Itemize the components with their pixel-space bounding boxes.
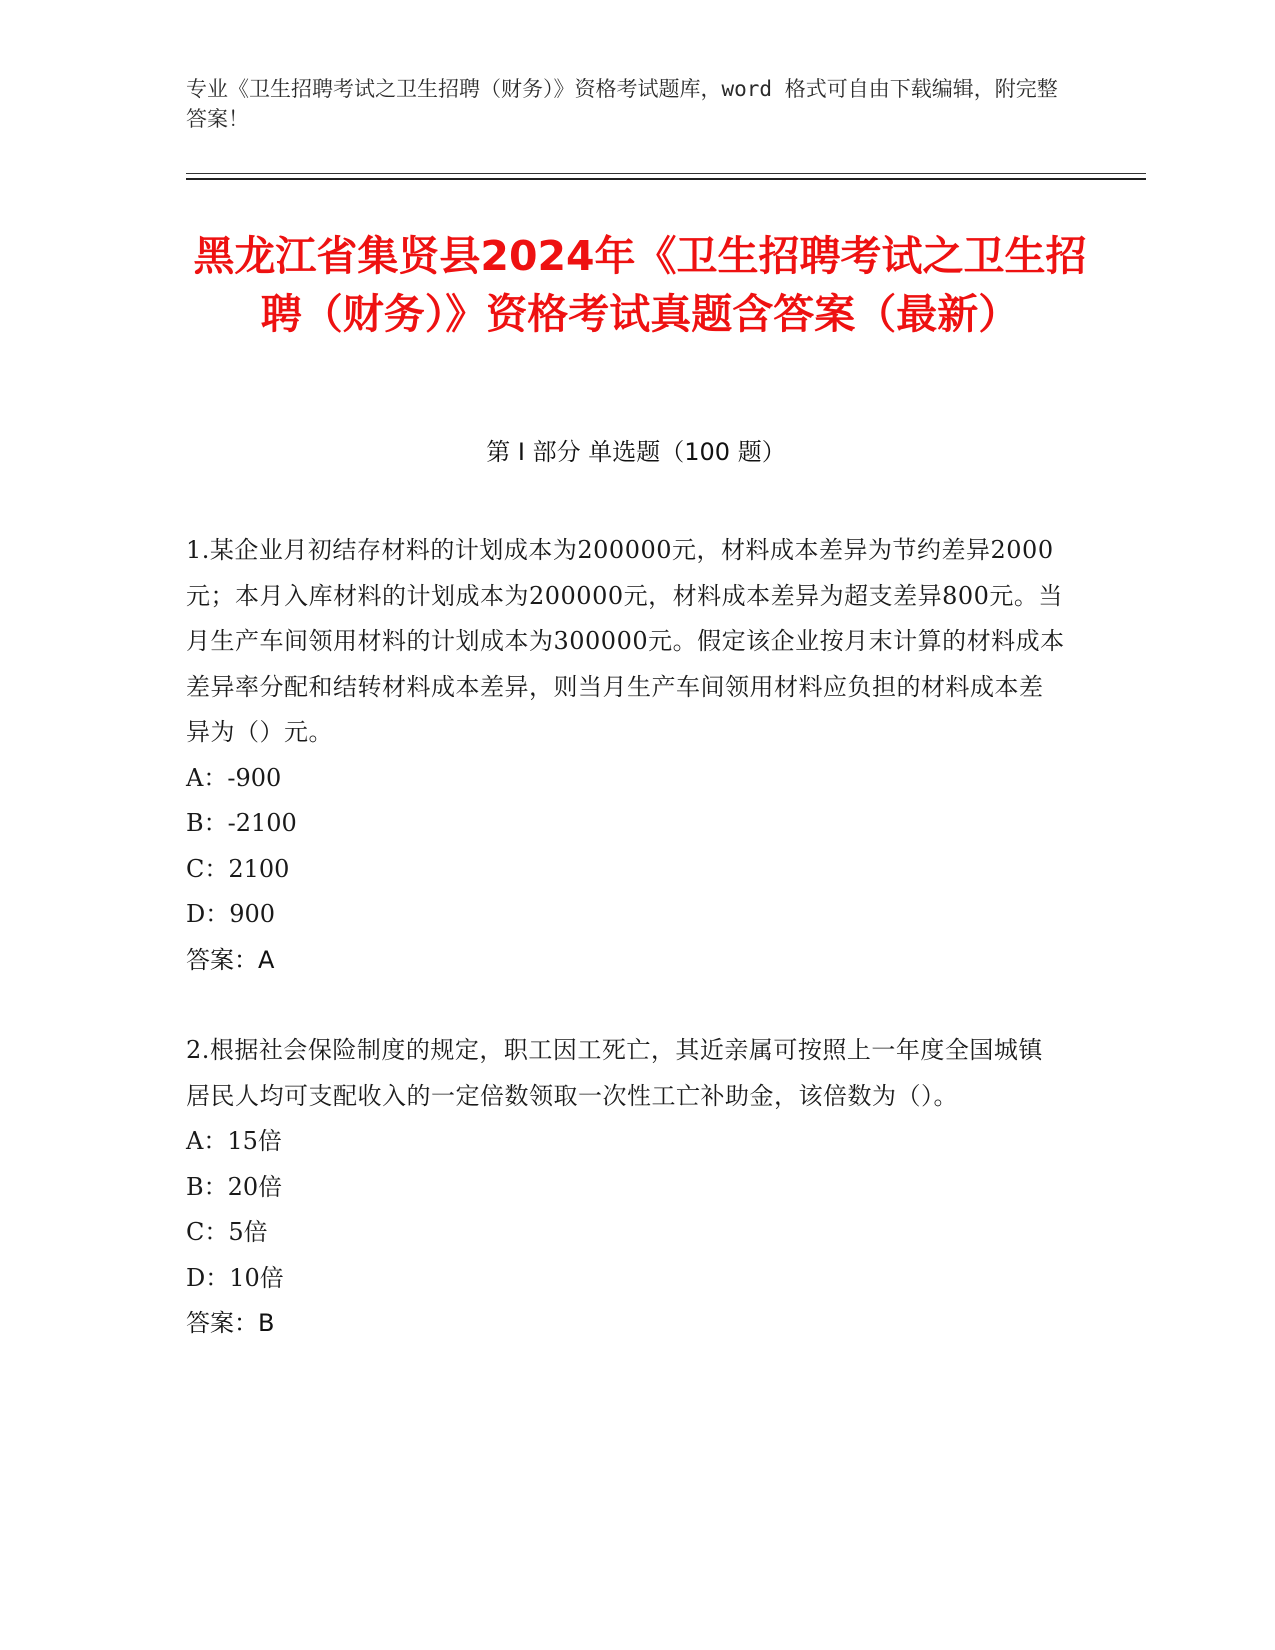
question-2	[186, 1028, 1066, 1346]
option-b: B：-2100	[186, 809, 297, 837]
document-title: 黑龙江省集贤县2024年《卫生招聘考试之卫生招聘（财务）》资格考试真题含答案（最新）	[193, 232, 1087, 338]
option-a: A：-900	[186, 763, 282, 792]
option-c: C：5倍	[186, 1218, 268, 1246]
option-d: D：10倍	[186, 1263, 284, 1292]
header-divider-thin	[186, 173, 1146, 174]
question-stem: 2.根据社会保险制度的规定，职工因工死亡，其近亲属可按照上一年度全国城镇居民人均可支配收入的一定倍数领取一次性工亡补助金，该倍数为（）。	[186, 1036, 1043, 1110]
answer: 答案：B	[186, 1309, 275, 1337]
option-c: C：2100	[186, 854, 290, 883]
header-divider-thick	[186, 178, 1146, 180]
option-d: D：900	[186, 900, 276, 928]
question-1	[186, 528, 1066, 983]
section-title: 第 I 部分 单选题（100 题）	[486, 438, 786, 466]
header-note: 专业《卫生招聘考试之卫生招聘（财务）》资格考试题库，word 格式可自由下载编辑，附完整答案！	[186, 77, 1058, 131]
answer: 答案：A	[186, 945, 275, 974]
question-stem: 1.某企业月初结存材料的计划成本为200000元，材料成本差异为节约差异2000元；本月入库材料的计划成本为200000元，材料成本差异为超支差异800元。当月生产车间领用材料的计划成本为300000元。假定该企业按月末计算的材料成本差异率分配和结转材料成本差异，则当月生产车间领用材料应负担的材料成本差异为（）元。	[186, 536, 1065, 746]
option-a: A：15倍	[186, 1127, 282, 1155]
option-b: B：20倍	[186, 1172, 283, 1201]
